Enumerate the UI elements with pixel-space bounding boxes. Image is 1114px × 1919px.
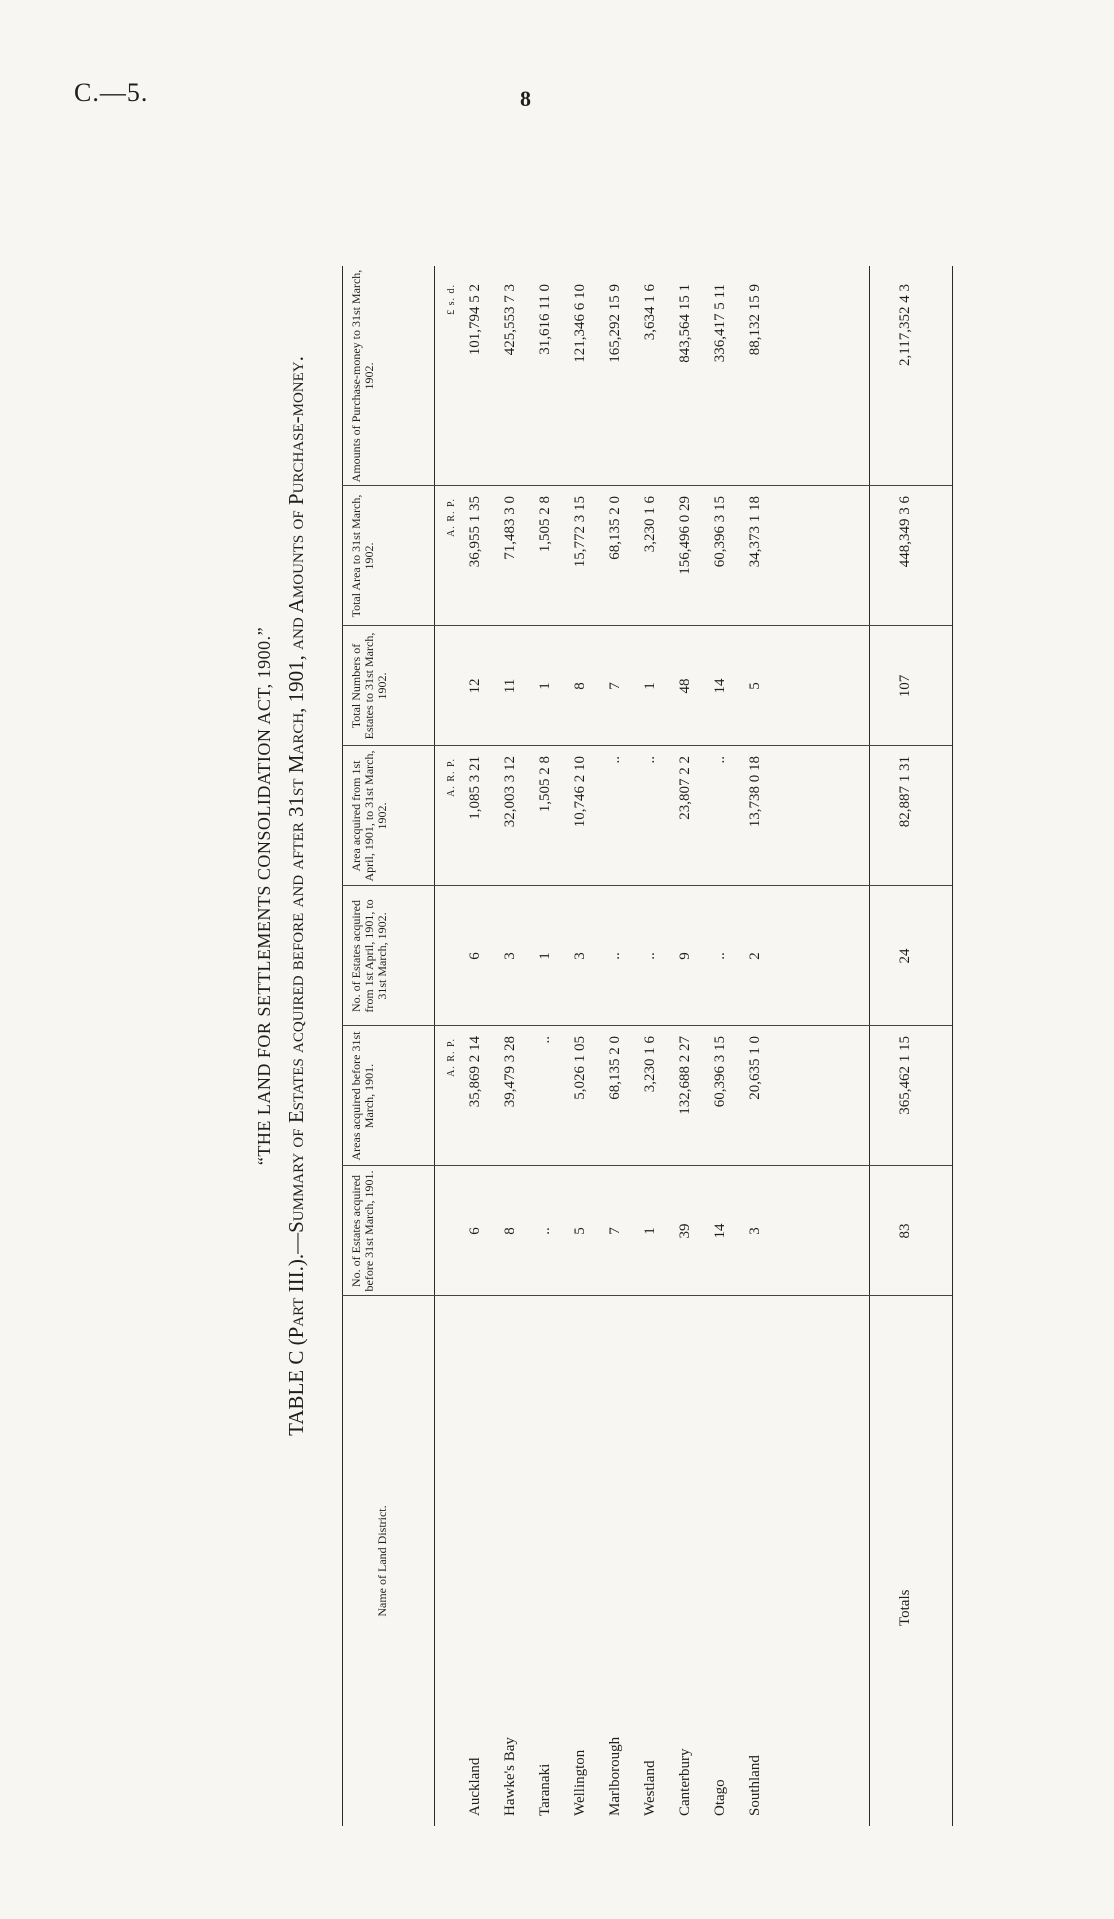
area-after: 1,085 3 21: [467, 756, 483, 820]
act-title: “THE LAND FOR SETTLEMENTS CONSOLIDATION ACT, 1900.”: [254, 626, 274, 1166]
area-after: 32,003 3 12: [502, 756, 518, 828]
totals-purchase-money: 2,117,352 4 3: [897, 284, 913, 366]
total-estates: 1: [642, 682, 658, 690]
areas-before: ..: [537, 1036, 553, 1044]
header-areas-before: Areas acquired before 31st March, 1901.: [349, 1031, 376, 1161]
table-row: [502, 266, 532, 1826]
total-area: 68,135 2 0: [607, 496, 623, 560]
table-bottom-rule: [952, 266, 953, 1826]
area-after: ..: [712, 756, 728, 764]
district-name: Southland: [747, 1755, 763, 1816]
areas-before: 5,026 1 05: [572, 1036, 588, 1100]
estates-before: 5: [572, 1227, 588, 1235]
total-area: 3,230 1 6: [642, 496, 658, 553]
header-district: Name of Land District.: [375, 1505, 389, 1617]
table-title: [284, 0, 309, 1856]
estates-after: 1: [537, 952, 553, 960]
table-title-part: Part: [284, 1297, 308, 1339]
total-estates: 11: [502, 678, 518, 694]
rotated-table-block: [242, 0, 1002, 1856]
unit-total-area: A. R. P.: [446, 498, 457, 537]
district-name: Auckland: [467, 1757, 483, 1816]
total-estates: 7: [607, 682, 623, 690]
estates-before: 7: [607, 1227, 623, 1235]
purchase-money: 843,564 15 1: [677, 284, 693, 363]
total-area: 1,505 2 8: [537, 496, 553, 553]
totals-label: Totals: [897, 1589, 913, 1626]
header-bottom-rule: [434, 266, 435, 1826]
header-area-after: Area acquired from 1st April, 1901, to 31st March, 1902.: [349, 750, 389, 882]
district-name: Wellington: [572, 1749, 588, 1816]
table-row: [712, 266, 742, 1826]
estates-after: ..: [607, 952, 623, 960]
purchase-money: 121,346 6 10: [572, 284, 588, 363]
total-estates: 5: [747, 682, 763, 690]
areas-before: 35,869 2 14: [467, 1036, 483, 1108]
header-estates-before: No. of Estates acquired before 31st March, 1901.: [349, 1170, 376, 1292]
total-estates: 14: [712, 678, 728, 694]
total-area: 15,772 3 15: [572, 496, 588, 568]
table-row: [467, 266, 497, 1826]
page-number: 8: [520, 86, 531, 111]
unit-purchase-money: £ s. d.: [446, 284, 457, 315]
table-row: [747, 266, 777, 1826]
total-estates: 8: [572, 682, 588, 690]
total-area: 60,396 3 15: [712, 496, 728, 568]
total-estates: 12: [467, 678, 483, 694]
table-row: [607, 266, 637, 1826]
estates-before: 3: [747, 1227, 763, 1235]
purchase-money: 3,634 1 6: [642, 284, 658, 341]
unit-area-after: A. R. P.: [446, 758, 457, 797]
estates-after: 2: [747, 952, 763, 960]
totals-estates-before: 83: [897, 1223, 913, 1239]
totals-rule: [869, 266, 870, 1826]
table-title-summary: Summary of Estates acquired before and after 31st March, 1901, and Amounts of Purchase-money.: [284, 356, 308, 1233]
estates-before: 14: [712, 1223, 728, 1239]
header-estates-after: No. of Estates acquired from 1st April, 1901, to 31st March, 1902.: [349, 899, 389, 1013]
areas-before: 68,135 2 0: [607, 1036, 623, 1100]
district-name: Otago: [712, 1779, 728, 1816]
area-after: 23,807 2 2: [677, 756, 693, 820]
estates-before: 1: [642, 1227, 658, 1235]
table-row: [642, 266, 672, 1826]
summary-table: [342, 266, 970, 1826]
totals-row: [897, 266, 927, 1826]
purchase-money: 165,292 15 9: [607, 284, 623, 363]
total-area: 36,955 1 35: [467, 496, 483, 568]
table-title-part-num: III.).—: [284, 1232, 308, 1298]
unit-areas-before: A. R. P.: [446, 1038, 457, 1077]
area-after: 13,738 0 18: [747, 756, 763, 828]
total-estates: 48: [677, 678, 693, 694]
header-total-area: Total Area to 31st March, 1902.: [349, 494, 376, 618]
district-name: Westland: [642, 1760, 658, 1816]
total-area: 156,496 0 29: [677, 496, 693, 575]
purchase-money: 31,616 11 0: [537, 284, 553, 355]
estates-after: ..: [712, 952, 728, 960]
area-after: 1,505 2 8: [537, 756, 553, 813]
estates-after: 6: [467, 952, 483, 960]
estates-before: 6: [467, 1227, 483, 1235]
table-row: [572, 266, 602, 1826]
table-row: [677, 266, 707, 1826]
totals-areas-before: 365,462 1 15: [897, 1036, 913, 1115]
table-top-rule: [342, 266, 343, 1826]
area-after: ..: [607, 756, 623, 764]
table-title-prefix: TABLE C (: [284, 1338, 308, 1436]
table-row: [537, 266, 567, 1826]
area-after: 10,746 2 10: [572, 756, 588, 828]
total-area: 71,483 3 0: [502, 496, 518, 560]
purchase-money: 101,794 5 2: [467, 284, 483, 356]
areas-before: 39,479 3 28: [502, 1036, 518, 1108]
estates-before: 39: [677, 1223, 693, 1239]
totals-area-after: 82,887 1 31: [897, 756, 913, 828]
estates-before: 8: [502, 1227, 518, 1235]
areas-before: 132,688 2 27: [677, 1036, 693, 1115]
header-total-estates: Total Numbers of Estates to 31st March, 1902.: [349, 632, 389, 740]
totals-total-estates: 107: [897, 674, 913, 698]
totals-estates-after: 24: [897, 948, 913, 964]
district-name: Canterbury: [677, 1748, 693, 1816]
total-estates: 1: [537, 682, 553, 690]
estates-before: ..: [537, 1227, 553, 1235]
district-name: Marlborough: [607, 1736, 623, 1816]
estates-after: 3: [502, 952, 518, 960]
district-name: Taranaki: [537, 1763, 553, 1816]
areas-before: 20,635 1 0: [747, 1036, 763, 1100]
purchase-money: 425,553 7 3: [502, 284, 518, 356]
totals-total-area: 448,349 3 6: [897, 496, 913, 568]
estates-after: 9: [677, 952, 693, 960]
header-purchase-money: Amounts of Purchase-money to 31st March, 1902.: [349, 269, 376, 483]
district-name: Hawke's Bay: [502, 1737, 518, 1816]
page-ref: C.—5.: [74, 78, 149, 107]
purchase-money: 88,132 15 9: [747, 284, 763, 356]
total-area: 34,373 1 18: [747, 496, 763, 568]
areas-before: 3,230 1 6: [642, 1036, 658, 1093]
estates-after: ..: [642, 952, 658, 960]
areas-before: 60,396 3 15: [712, 1036, 728, 1108]
purchase-money: 336,417 5 11: [712, 284, 728, 363]
area-after: ..: [642, 756, 658, 764]
estates-after: 3: [572, 952, 588, 960]
